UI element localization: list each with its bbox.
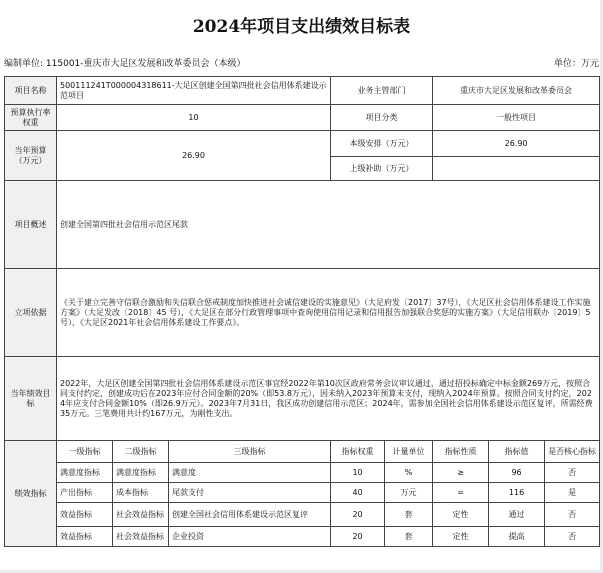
indicator-value: 通过 — [489, 503, 545, 527]
indicator-value: 提高 — [489, 527, 545, 547]
goal-row — [5, 357, 600, 441]
category-value: 一般性项目 — [433, 105, 600, 131]
goal-label: 当年绩效目标 — [5, 357, 57, 441]
unit-info — [4, 56, 246, 69]
unit-value: 115001-重庆市大足区发展和改革委员会（本级） — [45, 58, 246, 69]
upper-value — [433, 157, 600, 181]
indicator-level3: 企业投资 — [169, 527, 331, 547]
indicator-level1: 效益指标 — [57, 503, 113, 527]
indicator-level1: 满意度指标 — [57, 463, 113, 483]
indicator-header-row — [5, 441, 600, 463]
indicator-unit: % — [385, 463, 433, 483]
basis-value: 《关于建立完善守信联合激励和失信联合惩戒制度加快推进社会诚信建设的实施意见》（大足府发〔2017〕37号），《大足区社会信用体系建设工作实施方案》（大足发改〔2018〕45 号），《大足区在部分行政管理事项中查询使用信用记录和信用报告加强联合奖惩的实施方案》（大足信用联办〔2019〕5 号），《大足区2021年社会信用体系建设工作要点》。 — [57, 269, 600, 357]
overview-value: 创建全国第四批社会信用示范区尾款 — [57, 181, 600, 269]
execution-value: 10 — [57, 105, 331, 131]
indicator-nature: = — [433, 483, 489, 503]
execution-row — [5, 105, 600, 131]
indicator-weight: 10 — [331, 463, 385, 483]
meta-bar — [4, 53, 599, 71]
indicator-unit: 套 — [385, 503, 433, 527]
overview-label: 项目概述 — [5, 181, 57, 269]
indicator-level3: 创建全国社会信用体系建设示范区复评 — [169, 503, 331, 527]
indicator-level2: 社会效益指标 — [113, 503, 169, 527]
indicator-row — [5, 503, 600, 527]
category-label: 项目分类 — [331, 105, 433, 131]
indicator-header: 指标权重 — [331, 441, 385, 463]
indicators-label: 绩效指标 — [5, 441, 57, 547]
basis-row — [5, 269, 600, 357]
indicator-header: 是否核心指标 — [545, 441, 600, 463]
indicator-row — [5, 463, 600, 483]
indicator-value: 96 — [489, 463, 545, 483]
goal-value: 2022年，大足区创建全国第四批社会信用体系建设示范区事宜经2022年第10次区政府常务会议审议通过，通过招投标确定中标金额269万元，按照合同支付约定，创建成功后在2023年应付合同金额的20%（即53.8万元），因未纳入2023年预算未支付，现纳入2024年预算。按照合同支付约定，2024年应支付合同金额10%（即26.9万元）。2023年7月31日，我区成功创建信用示范区；2024年，需参加全国社会信用体系建设示范区复评，所需经费35万元。三笔费用共计约167万元，为刚性支出。 — [57, 357, 600, 441]
dept-label: 业务主管部门 — [331, 77, 433, 105]
indicator-level2: 满意度指标 — [113, 463, 169, 483]
indicator-weight: 20 — [331, 527, 385, 547]
execution-label: 预算执行率权重 — [5, 105, 57, 131]
indicator-row — [5, 483, 600, 503]
indicator-nature: 定性 — [433, 503, 489, 527]
indicator-level3: 尾款支付 — [169, 483, 331, 503]
indicator-level2: 成本指标 — [113, 483, 169, 503]
budget-label: 当年预算（万元） — [5, 131, 57, 181]
indicator-nature: 定性 — [433, 527, 489, 547]
indicator-core: 是 — [545, 483, 600, 503]
indicator-core: 否 — [545, 503, 600, 527]
indicator-header: 一级指标 — [57, 441, 113, 463]
indicator-level1: 产出指标 — [57, 483, 113, 503]
indicator-level3: 满意度 — [169, 463, 331, 483]
indicator-unit: 套 — [385, 527, 433, 547]
project-name-value: 500111241T000004318611-大足区创建全国第四批社会信用体系建设示范项目 — [57, 77, 331, 105]
dept-value: 重庆市大足区发展和改革委员会 — [433, 77, 600, 105]
indicator-header: 计量单位 — [385, 441, 433, 463]
indicator-weight: 40 — [331, 483, 385, 503]
indicator-unit: 万元 — [385, 483, 433, 503]
basis-label: 立项依据 — [5, 269, 57, 357]
unit-label: 编制单位: — [4, 58, 44, 69]
page-title: 2024年项目支出绩效目标表 — [192, 16, 411, 37]
indicator-header: 二级指标 — [113, 441, 169, 463]
indicator-header: 指标性质 — [433, 441, 489, 463]
money-unit: 单位：万元 — [553, 58, 599, 69]
overview-row — [5, 181, 600, 269]
indicator-value: 116 — [489, 483, 545, 503]
indicator-nature: ≥ — [433, 463, 489, 483]
indicator-level2: 社会效益指标 — [113, 527, 169, 547]
upper-label: 上级补助（万元） — [331, 157, 433, 181]
local-label: 本级安排（万元） — [331, 131, 433, 157]
project-name-row — [5, 77, 600, 105]
indicator-level1: 效益指标 — [57, 527, 113, 547]
indicator-core: 否 — [545, 527, 600, 547]
indicator-header: 指标值 — [489, 441, 545, 463]
budget-value: 26.90 — [57, 131, 331, 181]
indicator-row — [5, 527, 600, 547]
local-value: 26.90 — [433, 131, 600, 157]
indicator-core: 否 — [545, 463, 600, 483]
indicator-header: 三级指标 — [169, 441, 331, 463]
performance-table — [4, 76, 600, 547]
budget-row-local — [5, 131, 600, 157]
indicator-weight: 20 — [331, 503, 385, 527]
project-name-label: 项目名称 — [5, 77, 57, 105]
